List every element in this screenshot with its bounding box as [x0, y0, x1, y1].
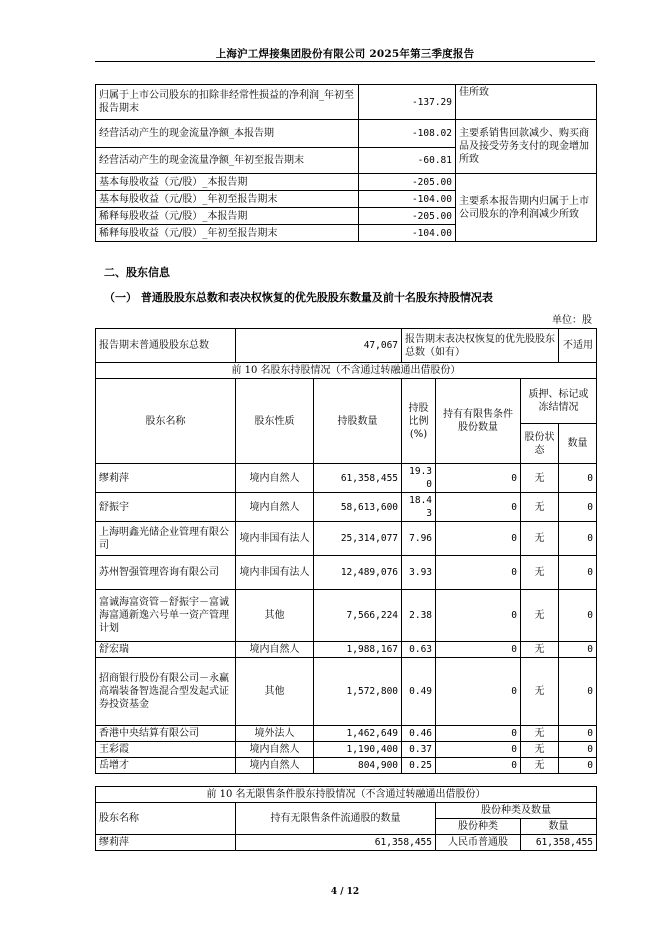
section-subtitle: （一） 普通股股东总数和表决权恢复的优先股股东数量及前十名股东持股情况表	[104, 291, 493, 304]
holder-ratio: 2.38	[402, 590, 436, 642]
holder-nature: 其他	[236, 590, 314, 642]
top10-shareholders-table	[95, 328, 597, 774]
table-row	[96, 174, 597, 191]
indicator-label: 基本每股收益（元/股）_本报告期	[96, 174, 359, 191]
indicator-value: -104.00	[359, 225, 456, 242]
indicator-label: 稀释每股收益（元/股）_年初至报告期末	[96, 225, 359, 242]
financial-indicators-table	[95, 84, 597, 242]
holder-share-count: 61,358,455	[521, 835, 597, 851]
holder-restricted: 0	[436, 742, 521, 758]
indicator-label: 经营活动产生的现金流量净额_年初至报告期末	[96, 148, 359, 174]
holder-name: 缪莉萍	[96, 464, 236, 493]
holder-shares: 12,489,076	[314, 556, 402, 590]
holder-ratio: 0.63	[402, 642, 436, 658]
holder-pledge-status: 无	[521, 493, 559, 522]
holder-name: 缪莉萍	[96, 835, 236, 851]
holder-pledge-status: 无	[521, 658, 559, 726]
table-header-row	[96, 803, 597, 819]
header-type-group: 股份种类及数量	[436, 803, 597, 819]
holder-shares: 25,314,077	[314, 522, 402, 556]
holder-pledge-status: 无	[521, 556, 559, 590]
unrestricted-title: 前 10 名无限售条件股东持股情况（不含通过转融通出借股份）	[96, 787, 597, 803]
holder-pledge-count: 0	[559, 758, 597, 774]
holder-pledge-count: 0	[559, 658, 597, 726]
holder-ratio: 0.46	[402, 726, 436, 742]
header-name: 股东名称	[96, 379, 236, 464]
holder-ratio: 3.93	[402, 556, 436, 590]
holder-ratio: 0.49	[402, 658, 436, 726]
indicator-value: -60.81	[359, 148, 456, 174]
holder-name: 岳增才	[96, 758, 236, 774]
holder-pledge-count: 0	[559, 522, 597, 556]
header-type: 股份种类	[436, 819, 521, 835]
indicator-value: -104.00	[359, 191, 456, 208]
table-row	[96, 363, 597, 379]
table-row	[96, 329, 597, 363]
holder-pledge-count: 0	[559, 464, 597, 493]
table-row	[96, 120, 597, 148]
table-row	[96, 758, 597, 774]
header-nature: 股东性质	[236, 379, 314, 464]
holder-name: 舒振宇	[96, 493, 236, 522]
header-name: 股东名称	[96, 803, 236, 835]
table-row	[96, 642, 597, 658]
holder-shares: 7,566,224	[314, 590, 402, 642]
holder-ratio: 19.30	[402, 464, 436, 493]
header-restricted: 持有有限售条件股份数量	[436, 379, 521, 464]
indicator-label: 稀释每股收益（元/股）_本报告期	[96, 208, 359, 225]
holder-quantity: 61,358,455	[236, 835, 436, 851]
holder-name: 舒宏瑞	[96, 642, 236, 658]
holder-restricted: 0	[436, 464, 521, 493]
holder-restricted: 0	[436, 522, 521, 556]
table-row	[96, 726, 597, 742]
holder-nature: 境内自然人	[236, 464, 314, 493]
holder-nature: 境内自然人	[236, 758, 314, 774]
holder-name: 招商银行股份有限公司－永赢高端装备智选混合型发起式证券投资基金	[96, 658, 236, 726]
table-row	[96, 85, 597, 120]
holder-pledge-count: 0	[559, 590, 597, 642]
holder-name: 苏州智强管理咨询有限公司	[96, 556, 236, 590]
holder-ratio: 18.43	[402, 493, 436, 522]
holder-pledge-count: 0	[559, 493, 597, 522]
table-row	[96, 464, 597, 493]
page-number: 4 / 12	[330, 887, 360, 897]
holder-restricted: 0	[436, 758, 521, 774]
table-row	[96, 658, 597, 726]
holder-share-type: 人民币普通股	[436, 835, 521, 851]
holder-shares: 1,572,800	[314, 658, 402, 726]
holder-restricted: 0	[436, 658, 521, 726]
holder-pledge-status: 无	[521, 642, 559, 658]
holder-name: 上海明鑫光储企业管理有限公司	[96, 522, 236, 556]
table-row	[96, 590, 597, 642]
preferred-holders-label: 报告期末表决权恢复的优先股股东总数（如有）	[402, 329, 559, 363]
holder-ratio: 7.96	[402, 522, 436, 556]
holder-pledge-status: 无	[521, 590, 559, 642]
holder-nature: 其他	[236, 658, 314, 726]
table-row	[96, 556, 597, 590]
holder-ratio: 0.37	[402, 742, 436, 758]
holder-nature: 境内自然人	[236, 642, 314, 658]
holder-pledge-status: 无	[521, 726, 559, 742]
holder-nature: 境外法人	[236, 726, 314, 742]
holder-pledge-status: 无	[521, 464, 559, 493]
holder-name: 香港中央结算有限公司	[96, 726, 236, 742]
holder-name: 王彩霞	[96, 742, 236, 758]
unit-label: 单位：股	[552, 315, 592, 326]
indicator-label: 基本每股收益（元/股）_年初至报告期末	[96, 191, 359, 208]
holder-pledge-count: 0	[559, 742, 597, 758]
header-count: 数量	[521, 819, 597, 835]
holder-shares: 1,190,400	[314, 742, 402, 758]
holder-nature: 境内自然人	[236, 742, 314, 758]
preferred-holders-value: 不适用	[559, 329, 597, 363]
total-holders-value: 47,067	[236, 329, 402, 363]
header-pledge-count: 数量	[559, 424, 597, 464]
table-row	[96, 742, 597, 758]
table-row	[96, 522, 597, 556]
header-quantity: 持有无限售条件流通股的数量	[236, 803, 436, 835]
holder-restricted: 0	[436, 590, 521, 642]
report-header-title: 上海沪工焊接集团股份有限公司 2025年第三季度报告	[215, 48, 475, 60]
total-holders-label: 报告期末普通股股东总数	[96, 329, 236, 363]
table-row	[96, 787, 597, 803]
table-header-row	[96, 379, 597, 424]
holder-restricted: 0	[436, 493, 521, 522]
header-pledge-group: 质押、标记或冻结情况	[521, 379, 597, 424]
indicator-label: 归属于上市公司股东的扣除非经常性损益的净利润_年初至报告期末	[96, 85, 359, 120]
holder-shares: 58,613,600	[314, 493, 402, 522]
change-reason: 主要系销售回款减少、购买商品及接受劳务支付的现金增加所致	[456, 120, 597, 174]
change-reason: 佳所致	[456, 85, 597, 120]
holder-pledge-status: 无	[521, 758, 559, 774]
holder-nature: 境内非国有法人	[236, 556, 314, 590]
holder-nature: 境内非国有法人	[236, 522, 314, 556]
holder-restricted: 0	[436, 726, 521, 742]
header-divider	[95, 61, 595, 62]
indicator-value: -137.29	[359, 85, 456, 120]
holder-restricted: 0	[436, 642, 521, 658]
table-row	[96, 835, 597, 851]
holder-name: 富诚海富资管－舒振宇－富诚海富通新逸六号单一资产管理计划	[96, 590, 236, 642]
holder-shares: 1,462,649	[314, 726, 402, 742]
holder-shares: 804,900	[314, 758, 402, 774]
holder-restricted: 0	[436, 556, 521, 590]
holder-pledge-count: 0	[559, 642, 597, 658]
section-title: 二、股东信息	[104, 266, 170, 279]
holder-pledge-count: 0	[559, 556, 597, 590]
holder-pledge-status: 无	[521, 522, 559, 556]
holder-pledge-count: 0	[559, 726, 597, 742]
change-reason: 主要系本报告期内归属于上市公司股东的净利润减少所致	[456, 174, 597, 242]
indicator-label: 经营活动产生的现金流量净额_本报告期	[96, 120, 359, 148]
table-row	[96, 493, 597, 522]
holder-pledge-status: 无	[521, 742, 559, 758]
header-pledge-status: 股份状态	[521, 424, 559, 464]
holder-ratio: 0.25	[402, 758, 436, 774]
top10-unrestricted-table	[95, 786, 597, 851]
indicator-value: -205.00	[359, 208, 456, 225]
indicator-value: -205.00	[359, 174, 456, 191]
header-ratio: 持股比例(%)	[402, 379, 436, 464]
indicator-value: -108.02	[359, 120, 456, 148]
holder-nature: 境内自然人	[236, 493, 314, 522]
holder-shares: 61,358,455	[314, 464, 402, 493]
top10-title: 前 10 名股东持股情况（不含通过转融通出借股份）	[96, 363, 597, 379]
holder-shares: 1,988,167	[314, 642, 402, 658]
header-shares: 持股数量	[314, 379, 402, 464]
